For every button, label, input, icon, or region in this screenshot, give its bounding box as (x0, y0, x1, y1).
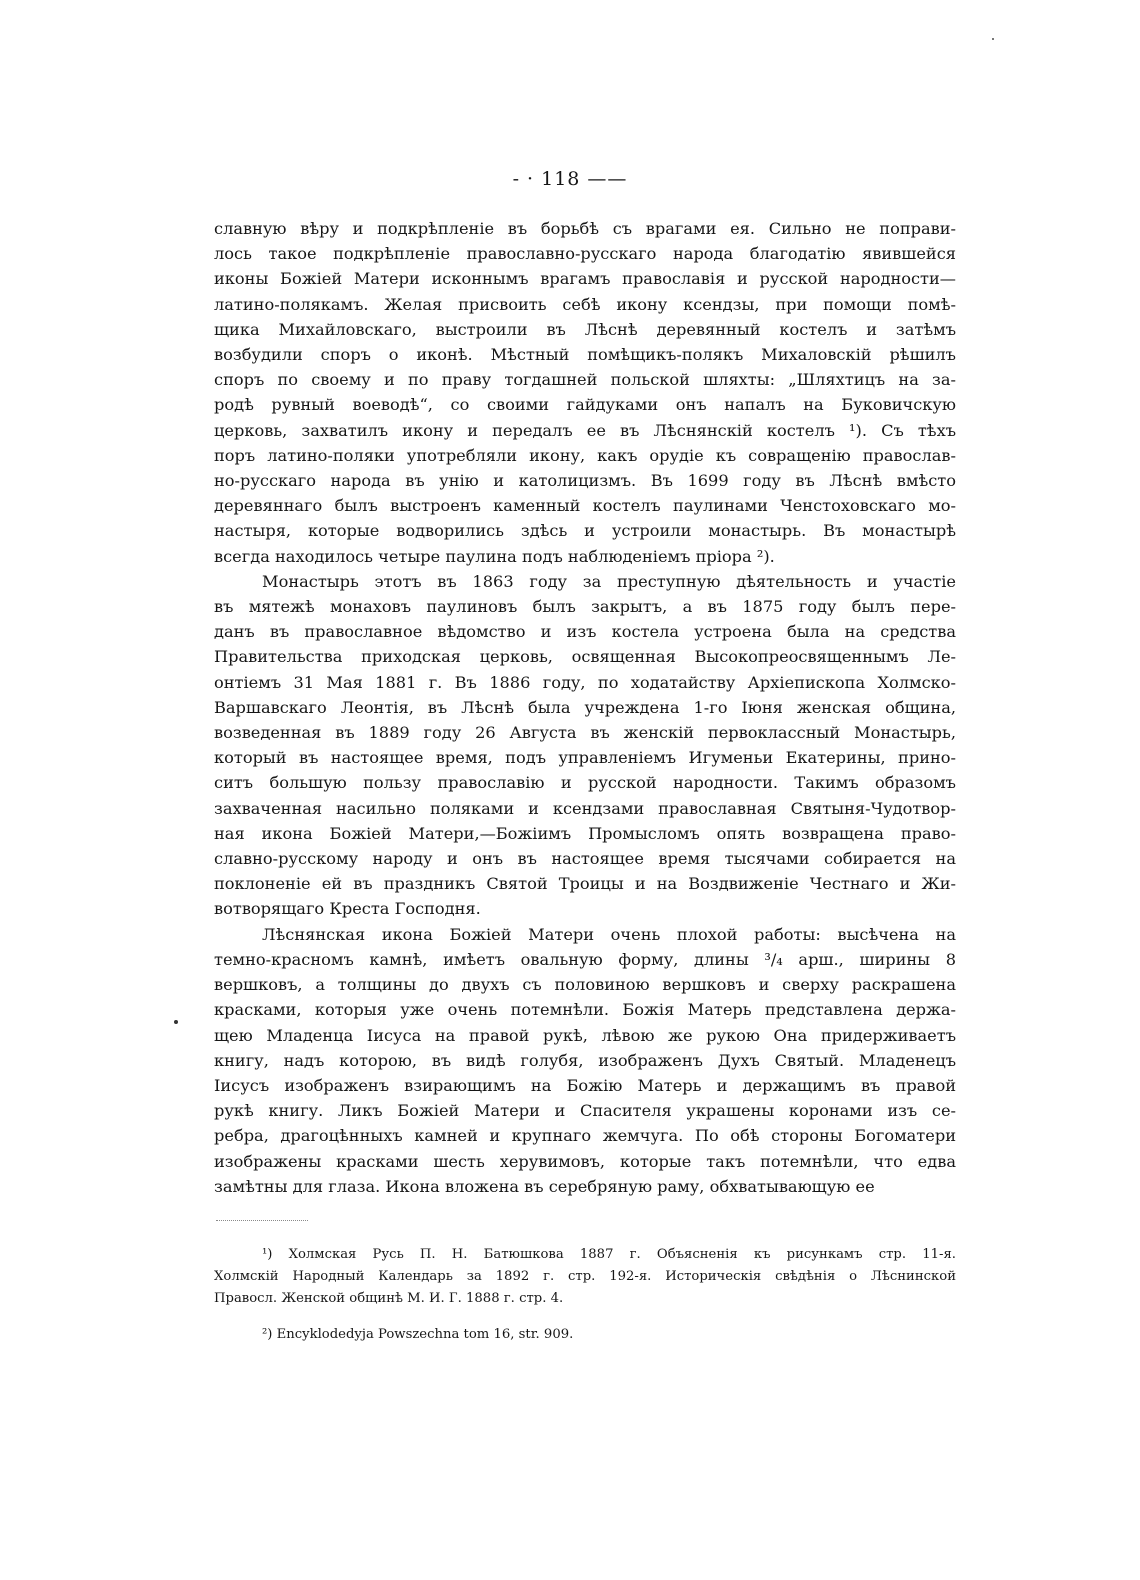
paragraph-3-line: щею Младенца Іисуса на правой рукѣ, лѣвою же рукою Она придерживаетъ (214, 1025, 956, 1045)
paragraph-2-line: ная икона Божіей Матери,—Божіимъ Промысломъ опять возвращена право- (214, 823, 956, 843)
paragraph-3-line: ребра, драгоцѣнныхъ камней и крупнаго жемчуга. По обѣ стороны Богоматери (214, 1126, 956, 1146)
paragraph-3-line: рукѣ книгу. Ликъ Божіей Матери и Спасителя украшены коронами изъ се- (214, 1101, 956, 1121)
paragraph-3-line: книгу, надъ которою, въ видѣ голубя, изображенъ Духъ Святый. Младенецъ (214, 1050, 956, 1070)
footnote-1 (214, 1244, 956, 1310)
paragraph-2-line: вотворящаго Креста Господня. (214, 899, 481, 919)
paragraph-2-line: въ мятежѣ монаховъ паулиновъ былъ закрытъ, а въ 1875 году былъ пере- (214, 597, 956, 617)
paragraph-2-line: данъ въ православное вѣдомство и изъ костела устроена была на средства (214, 622, 956, 642)
paragraph-1-line: поръ латино-поляки употребляли икону, какъ орудіе къ совращенію православ- (214, 445, 956, 465)
paragraph-3-line: изображены красками шесть херувимовъ, которые такъ потемнѣли, что едва (214, 1151, 956, 1171)
paragraph-3-line: Лѣснянская икона Божіей Матери очень плохой работы: высѣчена на (262, 924, 956, 944)
paragraph-3-line: красками, которыя уже очень потемнѣли. Божія Матерь представлена держа- (214, 1000, 956, 1020)
footnote-2 (214, 1324, 956, 1346)
paragraph-1-line: славную вѣру и подкрѣпленіе въ борьбѣ съ врагами ея. Сильно не поправи- (214, 219, 956, 238)
paragraph-3 (214, 922, 956, 1199)
paragraph-1-line: деревяннаго былъ выстроенъ каменный костелъ паулинами Ченстоховскаго мо- (214, 496, 956, 516)
paragraph-1-line: церковь, захватилъ икону и передалъ ее въ Лѣснянскій костелъ ¹). Съ тѣхъ (214, 420, 956, 440)
paragraph-2-line: славно-русскому народу и онъ въ настоящее время тысячами собирается на (214, 849, 956, 869)
paragraph-1-line: иконы Божіей Матери исконнымъ врагамъ православія и русской народности— (214, 269, 956, 289)
paragraph-2-line: поклоненіе ей въ праздникъ Святой Троицы и на Воздвиженіе Честнаго и Жи- (214, 874, 956, 894)
main-text (214, 216, 956, 1199)
paragraph-3-line: темно-красномъ камнѣ, имѣетъ овальную форму, длины ³/₄ арш., ширины 8 (214, 949, 956, 969)
paragraph-3-line: Іисусъ изображенъ взирающимъ на Божію Матерь и держащимъ въ правой (214, 1075, 956, 1095)
paragraph-2 (214, 569, 956, 922)
paragraph-1-line: всегда находилось четыре паулина подъ наблюденіемъ пріора ²). (214, 546, 775, 566)
footnote-1-line: ¹) Холмская Русь П. Н. Батюшкова 1887 г. Объясненія къ рисункамъ стр. 11-я. (262, 1247, 956, 1262)
page-header: - · 118 —— (512, 168, 628, 190)
paragraph-1-line: латино-полякамъ. Желая присвоить себѣ икону ксендзы, при помощи помѣ- (214, 294, 956, 314)
paragraph-1-line: споръ по своему и по праву тогдашней польской шляхты: „Шляхтицъ на за- (214, 370, 956, 390)
paragraph-1-line: родѣ рувный воеводѣ“, со своими гайдуками онъ напалъ на Буковичскую (214, 395, 956, 415)
footnote-1-line: Холмскій Народный Календарь за 1892 г. стр. 192-я. Историческія свѣдѣнія о Лѣснинской (214, 1269, 956, 1284)
paragraph-1-line: щика Михайловскаго, выстроили въ Лѣснѣ деревянный костелъ и затѣмъ (214, 319, 956, 339)
paragraph-2-line: который въ настоящее время, подъ управленіемъ Игуменьи Екатерины, прино- (214, 748, 956, 768)
paragraph-2-line: захваченная насильно поляками и ксендзами православная Святыня-Чудотвор- (214, 798, 956, 818)
scan-speck (992, 38, 994, 40)
footnote-2-line: ²) Encyklodedyja Powszechna tom 16, str. 909. (262, 1327, 574, 1342)
paragraph-2-line: возведенная въ 1889 году 26 Августа въ женскій первоклассный Монастырь, (214, 723, 956, 743)
paragraph-1 (214, 216, 956, 569)
paragraph-2-line: Правительства приходская церковь, освященная Высокопреосвященнымъ Ле- (214, 647, 956, 667)
footnote-separator (216, 1220, 308, 1221)
paragraph-1-line: настыря, которые водворились здѣсь и устроили монастырь. Въ монастырѣ (214, 521, 956, 541)
paragraph-1-line: лось такое подкрѣпленіе православно-русскаго народа благодатію явившейся (214, 244, 956, 264)
footnotes (214, 1244, 956, 1346)
paragraph-2-line: ситъ большую пользу православію и русской народности. Такимъ образомъ (214, 773, 956, 793)
margin-mark (174, 1020, 178, 1024)
paragraph-2-line: Монастырь этотъ въ 1863 году за преступную дѣятельность и участіе (262, 571, 956, 591)
paragraph-3-line: вершковъ, а толщины до двухъ съ половиною вершковъ и сверху раскрашена (214, 975, 956, 995)
paragraph-1-line: но-русскаго народа въ унію и католицизмъ. Въ 1699 году въ Лѣснѣ вмѣсто (214, 471, 956, 491)
footnote-1-line: Правосл. Женской общинѣ М. И. Г. 1888 г. стр. 4. (214, 1291, 564, 1306)
paragraph-2-line: Варшавскаго Леонтія, въ Лѣснѣ была учреждена 1-го Іюня женская община, (214, 697, 956, 717)
paragraph-3-line: замѣтны для глаза. Икона вложена въ серебряную раму, обхватывающую ее (214, 1176, 875, 1196)
paragraph-1-line: возбудили споръ о иконѣ. Мѣстный помѣщикъ-полякъ Михаловскій рѣшилъ (214, 345, 956, 365)
paragraph-2-line: онтіемъ 31 Мая 1881 г. Въ 1886 году, по ходатайству Архіепископа Холмско- (214, 672, 956, 692)
